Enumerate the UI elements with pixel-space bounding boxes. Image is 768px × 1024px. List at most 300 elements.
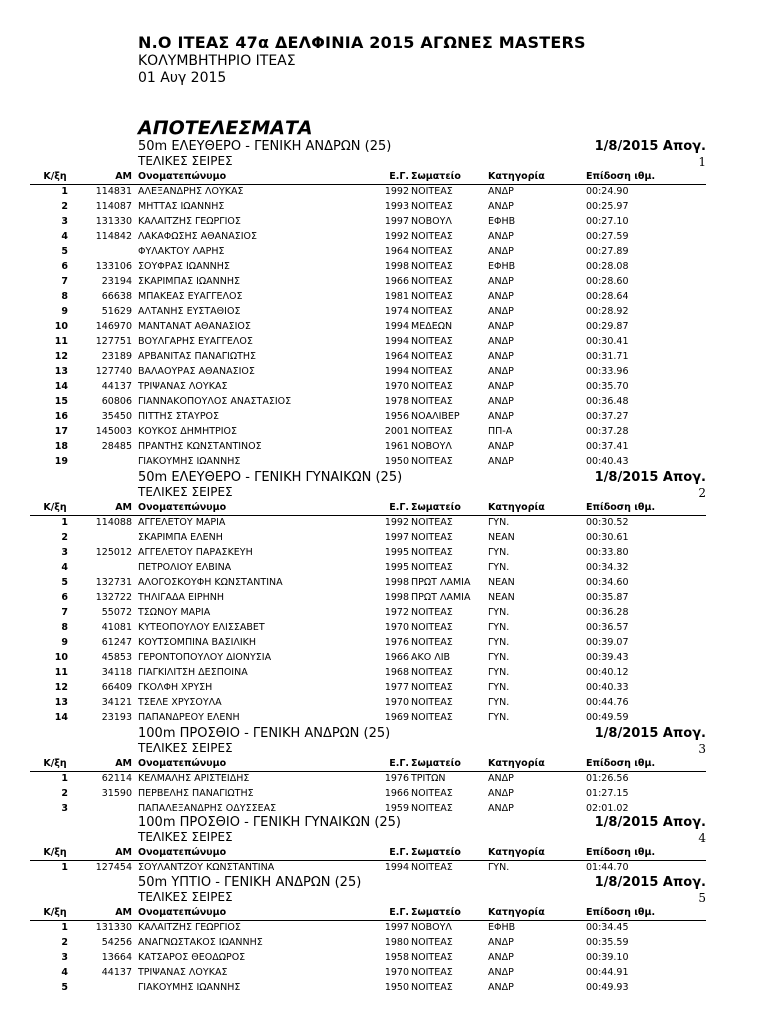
row-name: ΣΚΑΡΙΜΠΑΣ ΙΩΑΝΝΗΣ: [138, 276, 241, 287]
row-year: 1997: [384, 216, 409, 227]
row-category: ΑΝΔΡ: [488, 231, 514, 242]
row-time: 00:30.61: [586, 532, 629, 543]
row-club: ΠΡΩΤ ΛΑΜΙΑ: [411, 577, 471, 588]
row-category: ΑΝΔΡ: [488, 456, 514, 467]
row-year: 1997: [384, 532, 409, 543]
column-header-time: Επίδοση ιθμ.: [586, 171, 656, 182]
column-header-rank: Κ/ξη: [43, 907, 67, 918]
row-am: 51629: [101, 306, 132, 317]
row-rank: 2: [61, 201, 68, 212]
row-time: 00:37.28: [586, 426, 629, 437]
row-category: ΠΠ-Α: [488, 426, 513, 437]
column-header-category: Κατηγορία: [488, 758, 545, 769]
table-row: [0, 321, 768, 336]
row-category: ΑΝΔΡ: [488, 381, 514, 392]
column-header-row: [30, 758, 706, 772]
row-time: 01:26.56: [586, 773, 629, 784]
row-club: ΝΟΙΤΕΑΣ: [411, 788, 453, 799]
row-name: ΓΙΑΓΚΙΛΙΤΣΗ ΔΕΣΠΟΙΝΑ: [138, 667, 248, 678]
row-time: 00:28.92: [586, 306, 629, 317]
event-date: 1/8/2015 Απογ.: [594, 139, 706, 154]
row-category: ΓΥΝ.: [488, 637, 510, 648]
row-rank: 4: [61, 562, 68, 573]
row-year: 2001: [384, 426, 409, 437]
row-time: 00:30.52: [586, 517, 629, 528]
row-name: ΚΟΥΤΣΟΜΠΙΝΑ ΒΑΣΙΛΙΚΗ: [138, 637, 257, 648]
column-header-rank: Κ/ξη: [43, 847, 67, 858]
row-year: 1956: [384, 411, 409, 422]
row-club: ΝΟΙΤΕΑΣ: [411, 637, 453, 648]
row-rank: 1: [61, 517, 68, 528]
column-header-row: [30, 502, 706, 516]
table-row: [0, 411, 768, 426]
row-time: 00:33.96: [586, 366, 629, 377]
row-year: 1998: [384, 261, 409, 272]
table-row: [0, 381, 768, 396]
row-year: 1992: [384, 231, 409, 242]
row-year: 1995: [384, 562, 409, 573]
row-am: 146970: [95, 321, 132, 332]
table-row: [0, 607, 768, 622]
row-club: ΝΟΙΤΕΑΣ: [411, 517, 453, 528]
row-category: ΕΦΗΒ: [488, 216, 516, 227]
row-club: ΝΟΙΤΕΑΣ: [411, 982, 453, 993]
row-name: ΑΡΒΑΝΙΤΑΣ ΠΑΝΑΓΙΩΤΗΣ: [138, 351, 257, 362]
row-time: 00:40.33: [586, 682, 629, 693]
row-rank: 3: [61, 803, 68, 814]
row-am: 23194: [101, 276, 132, 287]
row-time: 00:37.27: [586, 411, 629, 422]
row-club: ΝΟΙΤΕΑΣ: [411, 862, 453, 873]
column-header-club: Σωματείο: [411, 171, 461, 182]
event-date: 1/8/2015 Απογ.: [594, 726, 706, 741]
column-header-year: Ε.Γ.: [389, 758, 409, 769]
row-rank: 16: [54, 411, 68, 422]
row-category: ΓΥΝ.: [488, 622, 510, 633]
row-am: 133106: [95, 261, 132, 272]
row-name: ΤΣΩΝΟΥ ΜΑΡΙΑ: [138, 607, 211, 618]
table-row: [0, 336, 768, 351]
row-name: ΚΟΥΚΟΣ ΔΗΜΗΤΡΙΟΣ: [138, 426, 238, 437]
table-row: [0, 967, 768, 982]
row-year: 1994: [384, 336, 409, 347]
row-am: 44137: [101, 967, 132, 978]
column-header-am: ΑΜ: [115, 758, 132, 769]
table-row: [0, 186, 768, 201]
row-rank: 3: [61, 547, 68, 558]
row-category: ΓΥΝ.: [488, 562, 510, 573]
event-subtitle: ΤΕΛΙΚΕΣ ΣΕΙΡΕΣ: [138, 154, 233, 168]
row-name: ΚΑΛΑΙΤΖΗΣ ΓΕΩΡΓΙΟΣ: [138, 922, 241, 933]
row-category: ΓΥΝ.: [488, 697, 510, 708]
row-category: ΓΥΝ.: [488, 712, 510, 723]
row-year: 1995: [384, 547, 409, 558]
row-name: ΠΙΤΤΗΣ ΣΤΑΥΡΟΣ: [138, 411, 220, 422]
row-time: 00:36.48: [586, 396, 629, 407]
row-club: ΝΟΙΤΕΑΣ: [411, 456, 453, 467]
row-am: 127751: [95, 336, 132, 347]
row-am: 60806: [101, 396, 132, 407]
row-name: ΑΛΟΓΟΣΚΟΥΦΗ ΚΩΝΣΤΑΝΤΙΝΑ: [138, 577, 283, 588]
event-title: 50m ΥΠΤΙΟ - ΓΕΝΙΚΗ ΑΝΔΡΩΝ (25): [138, 875, 362, 890]
row-club: ΝΟΙΤΕΑΣ: [411, 276, 453, 287]
row-club: ΝΟΙΤΕΑΣ: [411, 366, 453, 377]
row-name: ΜΑΝΤΑΝΑΤ ΑΘΑΝΑΣΙΟΣ: [138, 321, 251, 332]
table-row: [0, 231, 768, 246]
event-date: 1/8/2015 Απογ.: [594, 815, 706, 830]
event-number: 3: [698, 742, 706, 756]
row-time: 00:27.89: [586, 246, 629, 257]
table-row: [0, 952, 768, 967]
row-time: 00:31.71: [586, 351, 629, 362]
row-category: ΝΕΑΝ: [488, 592, 515, 603]
table-row: [0, 306, 768, 321]
row-club: ΝΟΙΤΕΑΣ: [411, 336, 453, 347]
row-club: ΝΟΙΤΕΑΣ: [411, 291, 453, 302]
row-name: ΑΓΓΕΛΕΤΟΥ ΠΑΡΑΣΚΕΥΗ: [138, 547, 253, 558]
row-am: 66638: [101, 291, 132, 302]
column-header-club: Σωματείο: [411, 847, 461, 858]
row-time: 00:40.12: [586, 667, 629, 678]
row-time: 00:34.45: [586, 922, 629, 933]
row-category: ΑΝΔΡ: [488, 246, 514, 257]
row-club: ΝΟΙΤΕΑΣ: [411, 607, 453, 618]
column-header-time: Επίδοση ιθμ.: [586, 758, 656, 769]
column-header-am: ΑΜ: [115, 502, 132, 513]
row-category: ΑΝΔΡ: [488, 803, 514, 814]
event-title: 50m ΕΛΕΥΘΕΡΟ - ΓΕΝΙΚΗ ΓΥΝΑΙΚΩΝ (25): [138, 470, 403, 485]
column-header-name: Ονοματεπώνυμο: [138, 758, 227, 769]
table-row: [0, 246, 768, 261]
column-header-rank: Κ/ξη: [43, 758, 67, 769]
column-header-am: ΑΜ: [115, 847, 132, 858]
row-category: ΑΝΔΡ: [488, 967, 514, 978]
row-time: 00:39.10: [586, 952, 629, 963]
table-row: [0, 622, 768, 637]
table-row: [0, 351, 768, 366]
row-club: ΝΟΙΤΕΑΣ: [411, 547, 453, 558]
row-am: 28485: [101, 441, 132, 452]
row-name: ΒΑΛΑΟΥΡΑΣ ΑΘΑΝΑΣΙΟΣ: [138, 366, 255, 377]
row-year: 1966: [384, 276, 409, 287]
row-rank: 6: [61, 261, 68, 272]
row-rank: 9: [61, 306, 68, 317]
event-number: 1: [698, 155, 706, 169]
row-time: 00:35.70: [586, 381, 629, 392]
row-year: 1978: [384, 396, 409, 407]
row-club: ΝΟΙΤΕΑΣ: [411, 201, 453, 212]
column-header-club: Σωματείο: [411, 502, 461, 513]
row-category: ΓΥΝ.: [488, 607, 510, 618]
row-club: ΝΟΙΤΕΑΣ: [411, 562, 453, 573]
column-header-club: Σωματείο: [411, 758, 461, 769]
row-name: ΚΥΤΕΟΠΟΥΛΟΥ ΕΛΙΣΣΑΒΕΤ: [138, 622, 265, 633]
row-name: ΠΑΠΑΛΕΞΑΝΔΡΗΣ ΟΔΥΣΣΕΑΣ: [138, 803, 277, 814]
row-am: 114087: [95, 201, 132, 212]
row-category: ΑΝΔΡ: [488, 952, 514, 963]
row-name: ΑΝΑΓΝΩΣΤΑΚΟΣ ΙΩΑΝΝΗΣ: [138, 937, 263, 948]
row-category: ΝΕΑΝ: [488, 532, 515, 543]
row-club: ΝΟΙΤΕΑΣ: [411, 622, 453, 633]
row-category: ΑΝΔΡ: [488, 937, 514, 948]
row-club: ΝΟΙΤΕΑΣ: [411, 937, 453, 948]
row-year: 1950: [384, 982, 409, 993]
row-rank: 15: [54, 396, 68, 407]
row-rank: 8: [61, 291, 68, 302]
row-club: ΝΟΙΤΕΑΣ: [411, 351, 453, 362]
row-name: ΒΟΥΛΓΑΡΗΣ ΕΥΑΓΓΕΛΟΣ: [138, 336, 253, 347]
row-am: 44137: [101, 381, 132, 392]
row-am: 45853: [101, 652, 132, 663]
row-club: ΝΟΙΤΕΑΣ: [411, 426, 453, 437]
row-time: 02:01.02: [586, 803, 629, 814]
row-club: ΝΟΙΤΕΑΣ: [411, 532, 453, 543]
row-club: ΝΟΙΤΕΑΣ: [411, 246, 453, 257]
event-number: 2: [698, 486, 706, 500]
row-year: 1994: [384, 321, 409, 332]
row-club: ΝΟΙΤΕΑΣ: [411, 952, 453, 963]
row-name: ΓΙΑΝΝΑΚΟΠΟΥΛΟΣ ΑΝΑΣΤΑΣΙΟΣ: [138, 396, 292, 407]
row-year: 1972: [384, 607, 409, 618]
row-year: 1959: [384, 803, 409, 814]
column-header-time: Επίδοση ιθμ.: [586, 847, 656, 858]
row-rank: 6: [61, 592, 68, 603]
row-category: ΓΥΝ.: [488, 652, 510, 663]
row-category: ΓΥΝ.: [488, 547, 510, 558]
row-name: ΠΑΠΑΝΔΡΕΟΥ ΕΛΕΝΗ: [138, 712, 240, 723]
table-row: [0, 682, 768, 697]
row-am: 132722: [95, 592, 132, 603]
row-category: ΑΝΔΡ: [488, 411, 514, 422]
row-time: 01:27.15: [586, 788, 629, 799]
table-row: [0, 441, 768, 456]
row-am: 66409: [101, 682, 132, 693]
row-category: ΑΝΔΡ: [488, 321, 514, 332]
row-name: ΤΡΙΨΑΝΑΣ ΛΟΥΚΑΣ: [138, 381, 228, 392]
row-year: 1966: [384, 788, 409, 799]
row-name: ΠΕΤΡΟΛΙΟΥ ΕΛΒΙΝΑ: [138, 562, 232, 573]
row-category: ΝΕΑΝ: [488, 577, 515, 588]
table-row: [0, 456, 768, 471]
row-rank: 12: [54, 682, 68, 693]
row-name: ΣΟΥΛΑΝΤΖΟΥ ΚΩΝΣΤΑΝΤΙΝΑ: [138, 862, 275, 873]
row-rank: 8: [61, 622, 68, 633]
row-rank: 18: [54, 441, 68, 452]
row-year: 1970: [384, 622, 409, 633]
row-category: ΓΥΝ.: [488, 517, 510, 528]
column-header-name: Ονοματεπώνυμο: [138, 847, 227, 858]
row-rank: 4: [61, 967, 68, 978]
row-am: 127740: [95, 366, 132, 377]
row-club: ΝΟΒΟΥΛ: [411, 216, 452, 227]
row-club: ΝΟΒΟΥΛ: [411, 441, 452, 452]
row-name: ΑΓΓΕΛΕΤΟΥ ΜΑΡΙΑ: [138, 517, 226, 528]
row-time: 00:40.43: [586, 456, 629, 467]
event-title: 50m ΕΛΕΥΘΕΡΟ - ΓΕΝΙΚΗ ΑΝΔΡΩΝ (25): [138, 139, 392, 154]
row-am: 114831: [95, 186, 132, 197]
row-name: ΚΑΤΣΑΡΟΣ ΘΕΟΔΩΡΟΣ: [138, 952, 246, 963]
row-year: 1966: [384, 652, 409, 663]
row-name: ΓΙΑΚΟΥΜΗΣ ΙΩΑΝΝΗΣ: [138, 982, 241, 993]
row-rank: 1: [61, 862, 68, 873]
event-subtitle: ΤΕΛΙΚΕΣ ΣΕΙΡΕΣ: [138, 741, 233, 755]
row-rank: 5: [61, 246, 68, 257]
row-club: ΑΚΟ ΛΙΒ: [411, 652, 451, 663]
table-row: [0, 773, 768, 788]
row-am: 55072: [101, 607, 132, 618]
row-year: 1998: [384, 577, 409, 588]
row-name: ΜΗΤΤΑΣ ΙΩΑΝΝΗΣ: [138, 201, 225, 212]
row-time: 00:28.64: [586, 291, 629, 302]
column-header-time: Επίδοση ιθμ.: [586, 907, 656, 918]
row-am: 35450: [101, 411, 132, 422]
row-rank: 2: [61, 532, 68, 543]
row-am: 62114: [101, 773, 132, 784]
row-name: ΠΕΡΒΕΛΗΣ ΠΑΝΑΓΙΩΤΗΣ: [138, 788, 254, 799]
row-rank: 10: [54, 652, 68, 663]
event-date: 1/8/2015 Απογ.: [594, 875, 706, 890]
table-row: [0, 637, 768, 652]
row-category: ΑΝΔΡ: [488, 276, 514, 287]
row-year: 1964: [384, 351, 409, 362]
row-rank: 3: [61, 952, 68, 963]
row-name: ΓΙΑΚΟΥΜΗΣ ΙΩΑΝΝΗΣ: [138, 456, 241, 467]
row-year: 1997: [384, 922, 409, 933]
row-time: 00:28.08: [586, 261, 629, 272]
column-header-category: Κατηγορία: [488, 907, 545, 918]
row-name: ΓΚΟΛΦΗ ΧΡΥΣΗ: [138, 682, 213, 693]
row-club: ΜΕΔΕΩΝ: [411, 321, 453, 332]
row-time: 00:34.32: [586, 562, 629, 573]
row-am: 131330: [95, 216, 132, 227]
row-year: 1976: [384, 773, 409, 784]
table-row: [0, 982, 768, 997]
venue-name: ΚΟΛΥΜΒΗΤΗΡΙΟ ΙΤΕΑΣ: [138, 53, 296, 69]
results-heading: ΑΠΟΤΕΛΕΣΜΑΤΑ: [138, 117, 313, 139]
row-club: ΝΟΙΤΕΑΣ: [411, 231, 453, 242]
row-rank: 19: [54, 456, 68, 467]
row-rank: 10: [54, 321, 68, 332]
row-year: 1998: [384, 592, 409, 603]
table-row: [0, 547, 768, 562]
row-year: 1977: [384, 682, 409, 693]
row-time: 00:36.28: [586, 607, 629, 618]
row-club: ΝΟΙΤΕΑΣ: [411, 261, 453, 272]
column-header-row: [30, 171, 706, 185]
table-row: [0, 276, 768, 291]
row-category: ΕΦΗΒ: [488, 261, 516, 272]
column-header-year: Ε.Γ.: [389, 907, 409, 918]
row-time: 00:35.87: [586, 592, 629, 603]
table-row: [0, 426, 768, 441]
row-name: ΤΡΙΨΑΝΑΣ ΛΟΥΚΑΣ: [138, 967, 228, 978]
table-row: [0, 697, 768, 712]
table-row: [0, 592, 768, 607]
row-club: ΝΟΙΤΕΑΣ: [411, 682, 453, 693]
row-rank: 5: [61, 982, 68, 993]
row-year: 1981: [384, 291, 409, 302]
column-header-rank: Κ/ξη: [43, 171, 67, 182]
column-header-category: Κατηγορία: [488, 502, 545, 513]
table-row: [0, 937, 768, 952]
row-am: 114842: [95, 231, 132, 242]
row-category: ΑΝΔΡ: [488, 773, 514, 784]
row-am: 23193: [101, 712, 132, 723]
row-category: ΑΝΔΡ: [488, 366, 514, 377]
column-header-year: Ε.Γ.: [389, 502, 409, 513]
table-row: [0, 922, 768, 937]
event-subtitle: ΤΕΛΙΚΕΣ ΣΕΙΡΕΣ: [138, 830, 233, 844]
row-rank: 12: [54, 351, 68, 362]
table-row: [0, 652, 768, 667]
event-date: 1/8/2015 Απογ.: [594, 470, 706, 485]
event-number: 5: [698, 891, 706, 905]
row-rank: 14: [54, 712, 68, 723]
row-name: ΦΥΛΑΚΤΟΥ ΛΑΡΗΣ: [138, 246, 225, 257]
column-header-time: Επίδοση ιθμ.: [586, 502, 656, 513]
row-club: ΝΟΙΤΕΑΣ: [411, 967, 453, 978]
row-club: ΝΟΙΤΕΑΣ: [411, 712, 453, 723]
row-am: 125012: [95, 547, 132, 558]
column-header-category: Κατηγορία: [488, 847, 545, 858]
row-category: ΑΝΔΡ: [488, 351, 514, 362]
column-header-am: ΑΜ: [115, 171, 132, 182]
event-subtitle: ΤΕΛΙΚΕΣ ΣΕΙΡΕΣ: [138, 485, 233, 499]
row-am: 13664: [101, 952, 132, 963]
row-rank: 17: [54, 426, 68, 437]
row-rank: 1: [61, 922, 68, 933]
event-subtitle: ΤΕΛΙΚΕΣ ΣΕΙΡΕΣ: [138, 890, 233, 904]
document-title: Ν.Ο ΙΤΕΑΣ 47α ΔΕΛΦΙΝΙΑ 2015 ΑΓΩΝΕΣ MASTERS: [138, 33, 586, 52]
row-time: 00:27.59: [586, 231, 629, 242]
row-club: ΝΟΑΛΙΒΕΡ: [411, 411, 460, 422]
row-year: 1970: [384, 381, 409, 392]
row-category: ΑΝΔΡ: [488, 441, 514, 452]
table-row: [0, 291, 768, 306]
row-name: ΛΑΚΑΦΩΣΗΣ ΑΘΑΝΑΣΙΟΣ: [138, 231, 257, 242]
row-name: ΑΛΕΞΑΝΔΡΗΣ ΛΟΥΚΑΣ: [138, 186, 244, 197]
row-time: 00:25.97: [586, 201, 629, 212]
row-time: 00:34.60: [586, 577, 629, 588]
table-row: [0, 216, 768, 231]
row-year: 1964: [384, 246, 409, 257]
row-time: 00:24.90: [586, 186, 629, 197]
table-row: [0, 532, 768, 547]
row-rank: 7: [61, 276, 68, 287]
row-rank: 5: [61, 577, 68, 588]
row-year: 1992: [384, 186, 409, 197]
row-club: ΤΡΙΤΩΝ: [411, 773, 446, 784]
row-am: 131330: [95, 922, 132, 933]
table-row: [0, 562, 768, 577]
row-name: ΣΚΑΡΙΜΠΑ ΕΛΕΝΗ: [138, 532, 223, 543]
row-time: 00:39.07: [586, 637, 629, 648]
row-year: 1970: [384, 967, 409, 978]
row-category: ΑΝΔΡ: [488, 291, 514, 302]
row-category: ΑΝΔΡ: [488, 788, 514, 799]
row-year: 1992: [384, 517, 409, 528]
row-am: 61247: [101, 637, 132, 648]
row-category: ΓΥΝ.: [488, 682, 510, 693]
row-name: ΑΛΤΑΝΗΣ ΕΥΣΤΑΘΙΟΣ: [138, 306, 241, 317]
table-row: [0, 396, 768, 411]
row-category: ΑΝΔΡ: [488, 201, 514, 212]
meet-date: 01 Αυγ 2015: [138, 70, 227, 86]
table-row: [0, 366, 768, 381]
row-rank: 11: [54, 667, 68, 678]
row-club: ΝΟΙΤΕΑΣ: [411, 306, 453, 317]
event-title: 100m ΠΡΟΣΘΙΟ - ΓΕΝΙΚΗ ΑΝΔΡΩΝ (25): [138, 726, 391, 741]
